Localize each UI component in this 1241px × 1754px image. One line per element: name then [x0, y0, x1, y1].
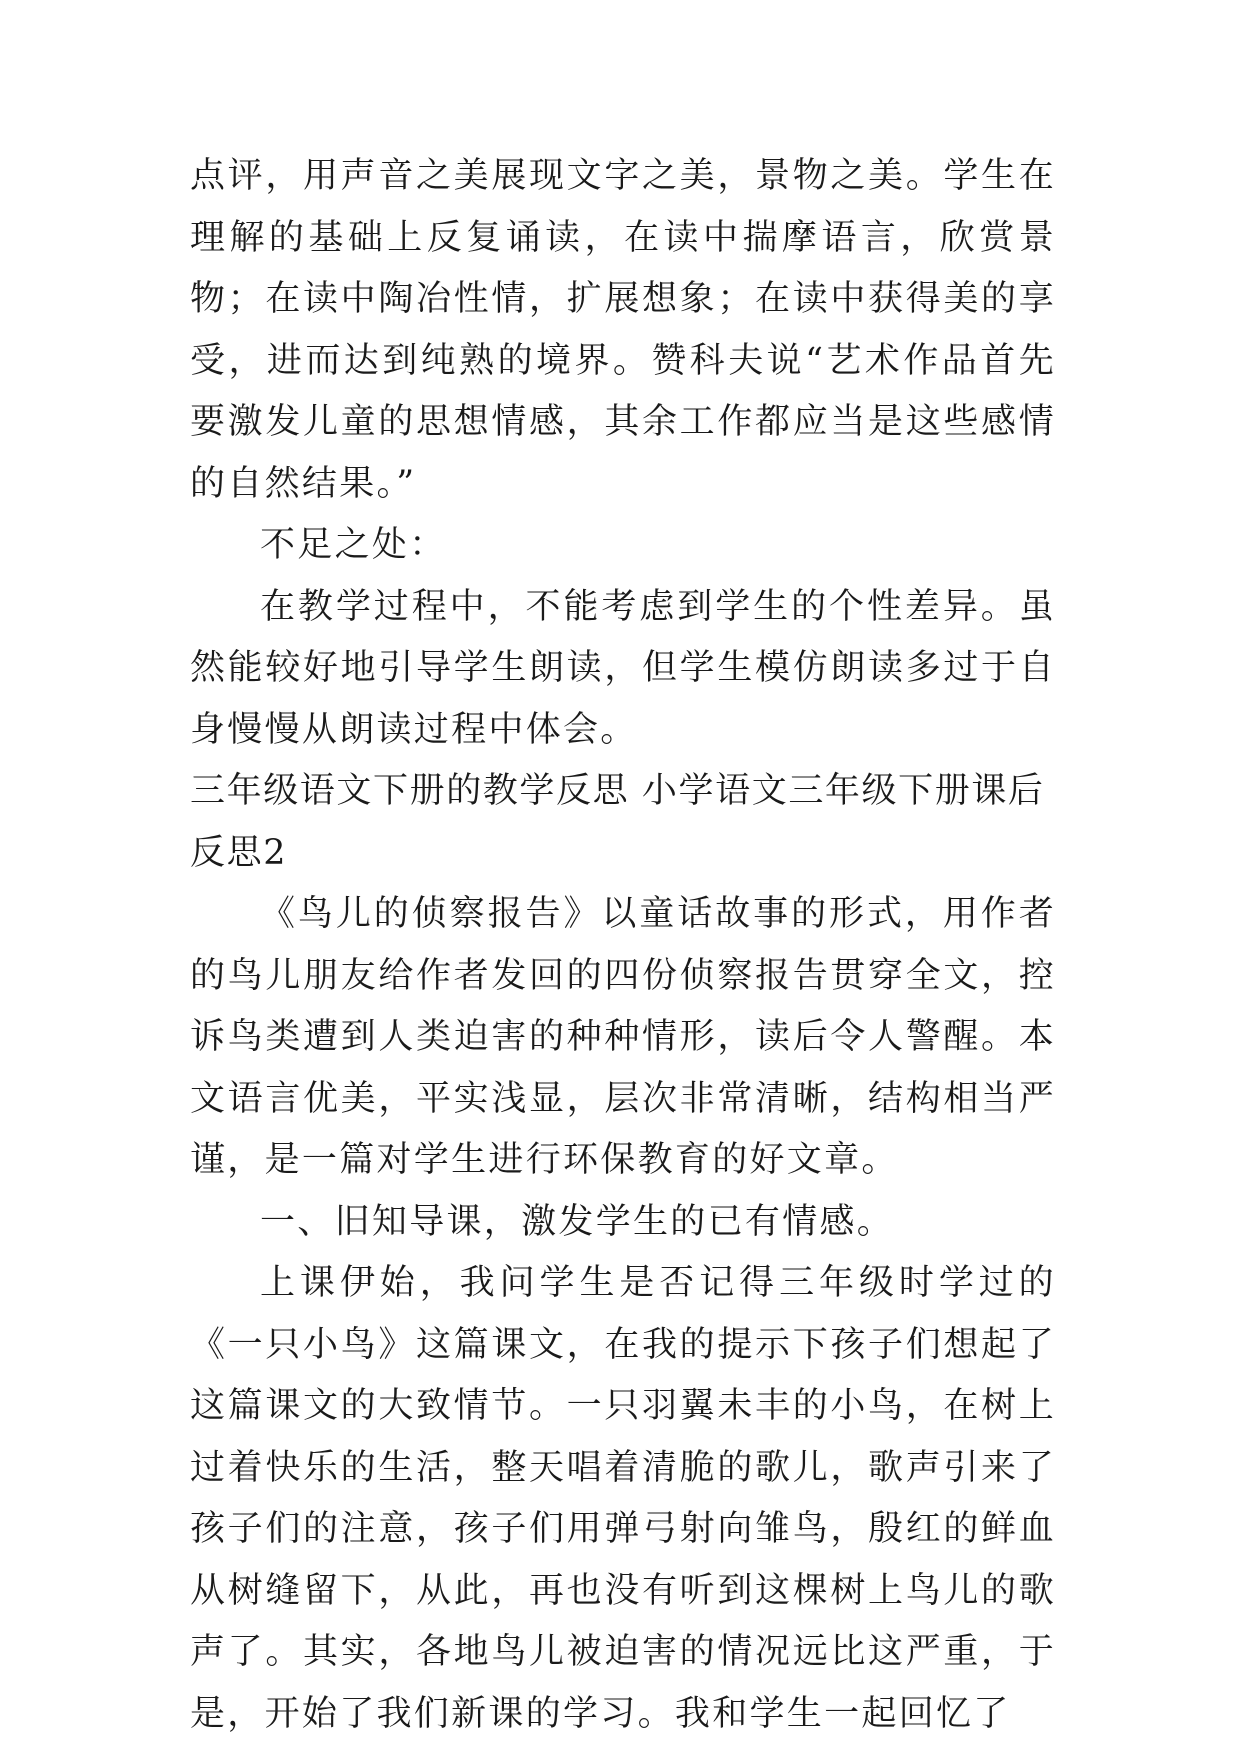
document-page	[190, 146, 1056, 1745]
section-heading: 三年级语文下册的教学反思 小学语文三年级下册课后反思2	[190, 771, 1045, 873]
paragraph-lesson-start: 上课伊始，我问学生是否记得三年级时学过的《一只小鸟》这篇课文，在我的提示下孩子们想起了这篇课文的大致情节。一只羽翼未丰的小鸟，在树上过着快乐的生活，整天唱着清脆的歌儿，歌声引来了孩子们的注意，孩子们用弹弓射向雏鸟，殷红的鲜血从树缝留下，从此，再也没有听到这棵树上鸟儿的歌声了。其实，各地鸟儿被迫害的情况远比这严重，于是，开始了我们新课的学习。我和学生一起回忆了	[190, 1263, 1056, 1734]
paragraph-intro: 《鸟儿的侦察报告》以童话故事的形式，用作者的鸟儿朋友给作者发回的四份侦察报告贯穿全文，控诉鸟类遭到人类迫害的种种情形，读后令人警醒。本文语言优美，平实浅显，层次非常清晰，结构相当严谨，是一篇对学生进行环保教育的好文章。	[190, 894, 1056, 1180]
paragraph-shortcomings: 在教学过程中，不能考虑到学生的个性差异。虽然能较好地引导学生朗读，但学生模仿朗读多过于自身慢慢从朗读过程中体会。	[190, 586, 1056, 750]
paragraph-point-one: 一、旧知导课，激发学生的已有情感。	[260, 1201, 895, 1242]
paragraph-shortcomings-label: 不足之处：	[260, 525, 447, 565]
paragraph-continuation: 点评，用声音之美展现文字之美，景物之美。学生在理解的基础上反复诵读，在读中揣摩语言，欣赏景物；在读中陶冶性情，扩展想象；在读中获得美的享受，进而达到纯熟的境界。赞科夫说“艺术作品首先要激发儿童的思想情感，其余工作都应当是这些感情的自然结果。”	[190, 156, 1056, 504]
